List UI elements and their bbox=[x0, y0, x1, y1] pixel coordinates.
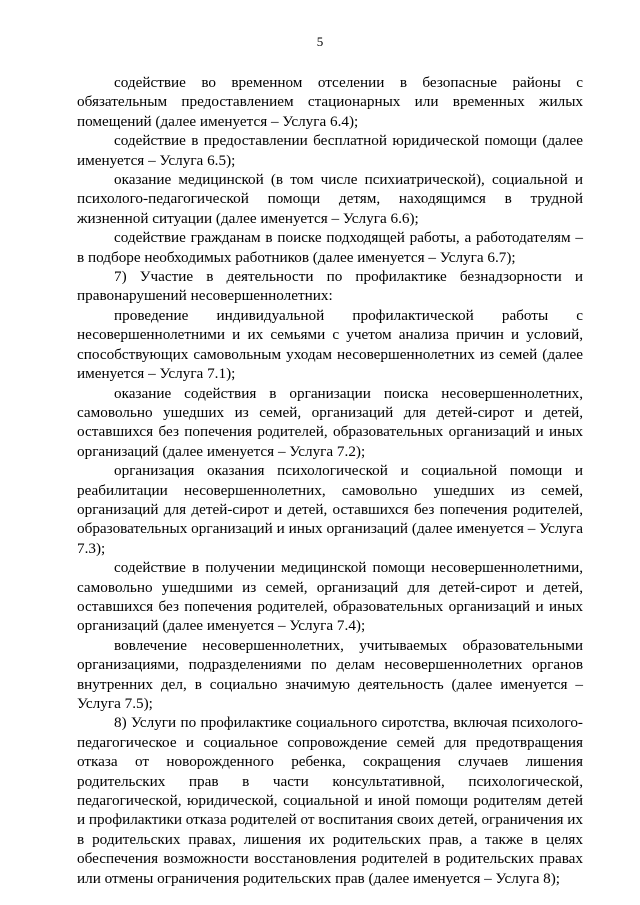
paragraph-service-6-4: содействие во временном отселении в безопасные районы с обязательным предоставлением стационарных или временных жилых помещений (далее именуется – Услуга 6.4); bbox=[77, 74, 583, 130]
paragraph-service-6-7: содействие гражданам в поиске подходящей работы, а работодателям – в подборе необходимых работников (далее именуется – Услуга 6.7); bbox=[77, 229, 583, 266]
paragraph-service-8: 8) Услуги по профилактике социального сиротства, включая психолого-педагогическое и социальное сопровождение семей для предотвращения отказа от новорожденного ребенка, сокращения случаев лишения родительских прав в части консультативной, психологической, педагогической, юридической, социальной и иной помощи родителям детей и профилактики отказа родителей от воспитания своих детей, ограничения их в родительских правах, лишения их родительских прав, а также в целях обеспечения возможности восстановления родителей в родительских правах или отмены ограничения родительских прав (далее именуется – Услуга 8); bbox=[77, 714, 583, 887]
page-number: 5 bbox=[316, 34, 324, 49]
paragraph-service-6-6: оказание медицинской (в том числе психиатрической), социальной и психолого-педагогической помощи детям, находящимся в трудной жизненной ситуации (далее именуется – Услуга 6.6); bbox=[77, 171, 583, 227]
paragraph-service-7-4: содействие в получении медицинской помощи несовершеннолетними, самовольно ушедшими из семей, организаций для детей-сирот и детей, оставшихся без попечения родителей, образовательных организаций и иных организаций (далее именуется – Услуга 7.4); bbox=[77, 559, 583, 635]
paragraph-service-6-5: содействие в предоставлении бесплатной юридической помощи (далее именуется – Услуга 6.5); bbox=[77, 132, 583, 169]
paragraph-section-7-heading: 7) Участие в деятельности по профилактике безнадзорности и правонарушений несовершеннолетних: bbox=[77, 268, 583, 305]
paragraph-service-7-3: организация оказания психологической и социальной помощи и реабилитации несовершеннолетних, самовольно ушедших из семей, организаций для детей-сирот и детей, оставшихся без попечения родителей, образовательных организаций и иных организаций (далее именуется – Услуга 7.3); bbox=[77, 462, 583, 557]
paragraph-service-7-2: оказание содействия в организации поиска несовершеннолетних, самовольно ушедших из семей, организаций для детей-сирот и детей, оставшихся без попечения родителей, образовательных организаций и иных организаций (далее именуется – Услуга 7.2); bbox=[77, 384, 583, 460]
paragraph-service-7-5: вовлечение несовершеннолетних, учитываемых образовательными организациями, подразделениями по делам несовершеннолетних органов внутренних дел, в социально значимую деятельность (далее именуется – Услуга 7.5); bbox=[77, 636, 583, 712]
paragraph-service-7-1: проведение индивидуальной профилактической работы с несовершеннолетними и их семьями с учетом анализа причин и условий, способствующих самовольным уходам несовершеннолетних из семей (далее именуется – Услуга 7.1); bbox=[77, 306, 583, 383]
document-body bbox=[77, 73, 583, 888]
